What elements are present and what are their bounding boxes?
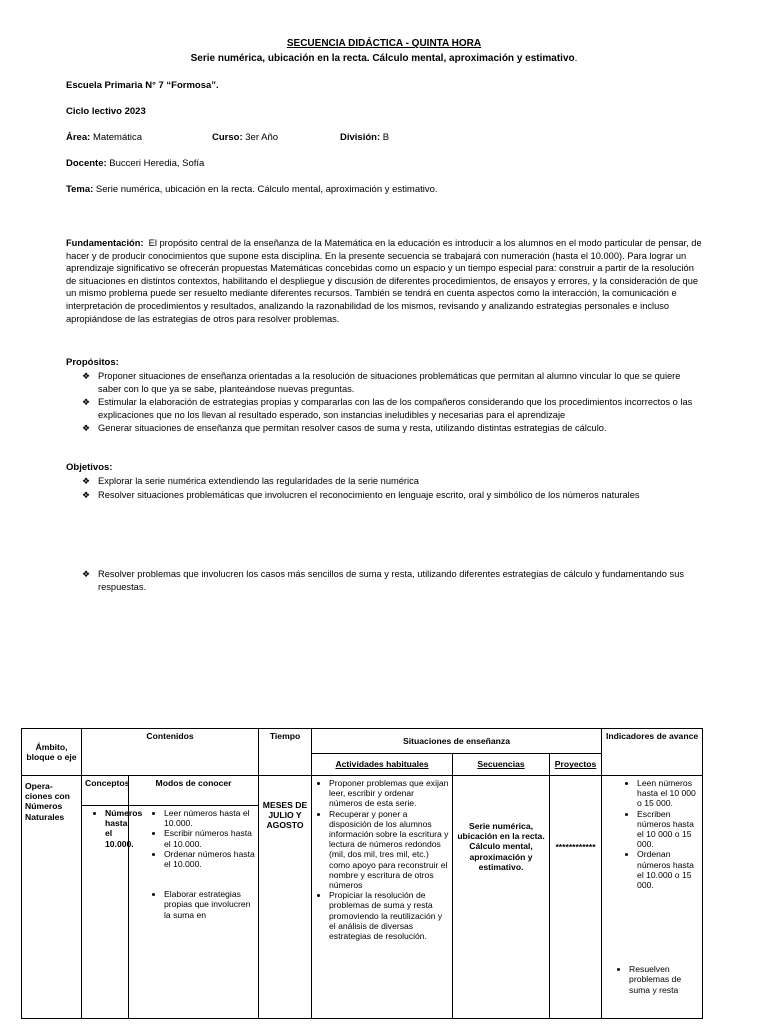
secuencia-cell: Serie numérica, ubicación en la recta. Cálculo mental, aproximación y estimativo. [453, 776, 550, 1019]
diamond-bullet-icon: ❖ [82, 397, 91, 408]
header-ambito: Ámbito, bloque o eje [22, 729, 82, 776]
list-item: ❖ Generar situaciones de enseñanza que permitan resolver casos de suma y resta, utilizando distintas estrategias de cálculo. [82, 423, 607, 434]
list-item: ❖ Resolver situaciones problemáticas que involucren el reconocimiento en lenguaje escrito, oral y simbólico de los números naturales [82, 489, 640, 500]
objetivos-extra-list [82, 568, 702, 594]
list-item: ❖ Explorar la serie numérica extendiendo las regularidades de la serie numérica [82, 476, 419, 486]
modos-cell [129, 806, 259, 1019]
header-secuencias: Secuencias [453, 754, 550, 776]
school-year: Ciclo lectivo 2023 [66, 106, 146, 117]
list-item: • Ordenar números hasta el 10.000. [164, 849, 255, 869]
diamond-bullet-icon: ❖ [82, 476, 91, 486]
diamond-bullet-icon: ❖ [82, 489, 91, 500]
division-field: División: B [340, 132, 390, 143]
header-tiempo: Tiempo [259, 729, 312, 776]
propositos-list [82, 370, 702, 436]
area-field: Área: Matemática [66, 132, 143, 143]
list-item: • Elaborar estrategias propias que involucren la suma en [164, 889, 255, 920]
objetivos-heading: Objetivos: [66, 462, 113, 473]
list-item: • Resuelven problemas de suma y resta [629, 964, 699, 995]
list-item: • Propiciar la resolución de problemas de suma y resta promoviendo la reutilización y el análisis de diversas estrategias de resolución. [329, 890, 449, 941]
list-item: • Proponer problemas que exijan leer, escribir y ordenar números de esta serie. [329, 778, 449, 809]
fundamentacion-paragraph: Fundamentación: El propósito central de la enseñanza de la Matemática en la educación es introducir a los alumnos en el modo particular de pensar, de hacer y de producir conocimientos que supone esta disciplina. En la presente secuencia se trabajará con numeración (hasta el 10.000). Para lograr un aprendizaje significativo se ofrecerán propuestas Matemáticas concebidas como un espacio y un tiempo especial para: construir a partir de la resolución de situaciones en distintos contextos, habilitando el despliegue y discusión de diferentes procedimientos, de ensayos y errores, y la consideración de que un mismo problema puede ser resuelto mediante diferentes recursos. También se tendrá en cuenta aspectos como la interacción, la comunicación e interpretación de procedimientos y resultados, analizando la razonabilidad de los mismos, revisando y analizando estrategias personales e incluso apropiándose de las estrategias de otros para resolver problemas. [66, 238, 702, 324]
curso-field: Curso: 3er Año [212, 132, 279, 143]
propositos-heading: Propósitos: [66, 357, 119, 368]
header-contenidos: Contenidos [82, 729, 259, 776]
proyectos-cell: ************ [550, 776, 602, 1019]
list-item: ❖ Proponer situaciones de enseñanza orientadas a la resolución de situaciones problemáticas que permitan al alumno vincular lo que se quiere saber con lo que ya se sabe, planteándose nuevas preguntas. [82, 371, 681, 394]
diamond-bullet-icon: ❖ [82, 569, 91, 579]
list-item: • Escribir números hasta el 10.000. [164, 828, 255, 848]
list-item: • Números hasta el 10.000. [105, 808, 125, 849]
document-subtitle: Serie numérica, ubicación en la recta. Cálculo mental, aproximación y estimativo. [190, 53, 578, 64]
school-name: Escuela Primaria N° 7 “Formosa”. [66, 80, 219, 91]
ambito-cell: Opera-ciones con Números Naturales [22, 776, 82, 1019]
list-item: • Recuperar y poner a disposición de los alumnos información sobre la escritura y lectura de números redondos (mil, dos mil, tres mil, etc.) como apoyo para reconstruir el nombre y escritura de otros números [329, 809, 449, 891]
header-actividades: Actividades habituales [312, 754, 453, 776]
list-item: • Ordenan números hasta el 10.000 o 15 000. [637, 849, 699, 890]
header-proyectos: Proyectos [550, 754, 602, 776]
planning-table [21, 728, 703, 1019]
header-indicadores: Indicadores de avance [602, 729, 703, 776]
diamond-bullet-icon: ❖ [82, 371, 91, 381]
docente-field: Docente: Bucceri Heredia, Sofía [66, 158, 205, 169]
document-title: SECUENCIA DIDÁCTICA - QUINTA HORA [286, 38, 482, 49]
tiempo-cell: MESES DE JULIO Y AGOSTO [259, 776, 312, 1019]
list-item: ❖ Estimular la elaboración de estrategias propias y compararlas con las de los compañeros considerando que los procedimientos incorrectos o las explicaciones que no los llevan al resultado esperado, son instancias ineludibles y necesarias para el aprendizaje [82, 397, 693, 420]
header-conceptos: Conceptos [82, 776, 129, 806]
list-item: • Escriben números hasta el 10 000 o 15 000. [637, 809, 699, 850]
tema-field: Tema: Serie numérica, ubicación en la recta. Cálculo mental, aproximación y estimativo. [66, 184, 438, 195]
header-situaciones: Situaciones de enseñanza [312, 729, 602, 754]
list-item: • Leer números hasta el 10.000. [164, 808, 255, 828]
list-item: ❖ Resolver problemas que involucren los casos más sencillos de suma y resta, utilizando diferentes estrategias de cálculo y fundamentando sus respuestas. [82, 569, 685, 592]
header-modos: Modos de conocer [129, 776, 259, 806]
list-item: • Leen números hasta el 10 000 o 15 000. [637, 778, 699, 809]
objetivos-list [82, 475, 702, 502]
diamond-bullet-icon: ❖ [82, 423, 91, 434]
indicadores-cell [602, 776, 703, 1019]
actividades-cell [312, 776, 453, 1019]
concepto-cell [82, 806, 143, 1019]
